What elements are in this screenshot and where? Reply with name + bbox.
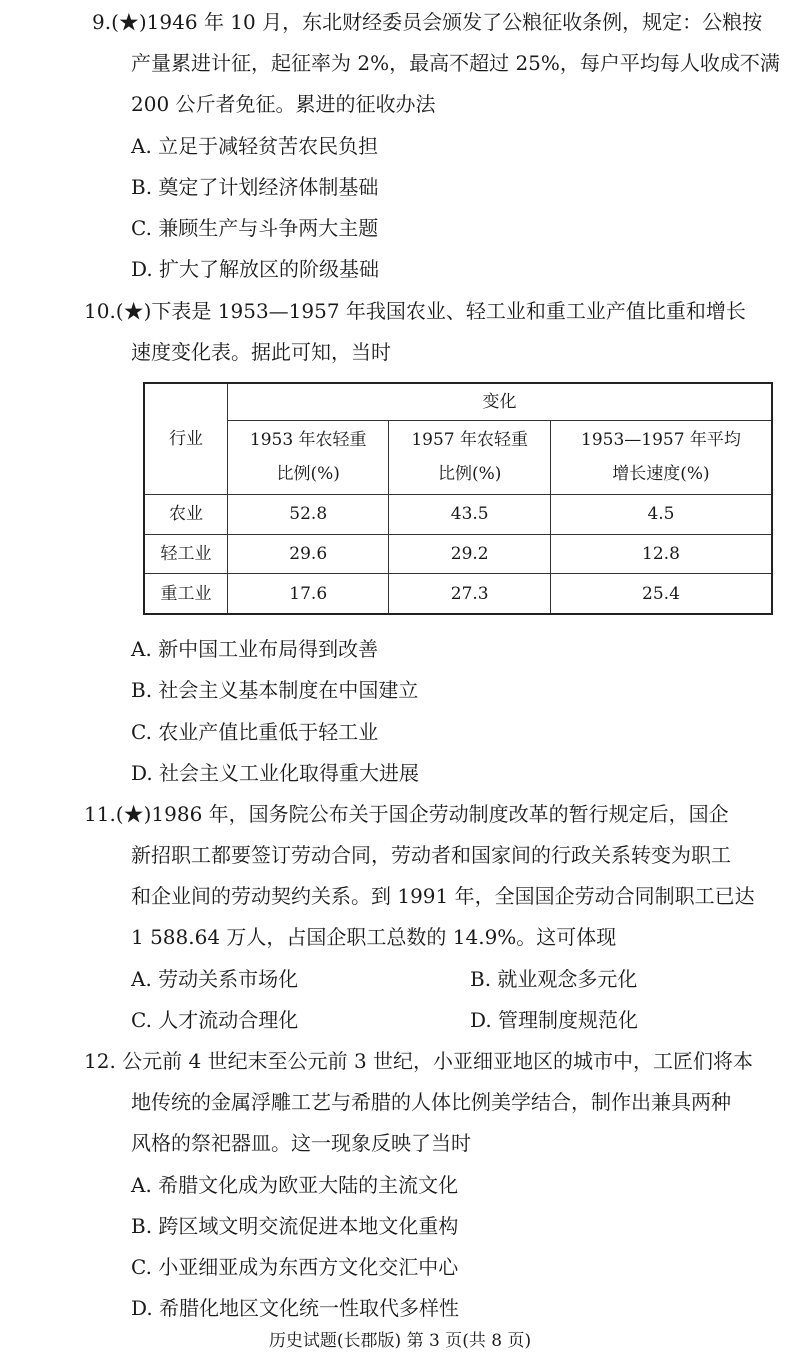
q12-option-d: D. 希腊化地区文化统一性取代多样性 (131, 1296, 460, 1320)
table-cell: 29.2 (389, 534, 550, 574)
table-row (144, 574, 772, 614)
q10-option-b: B. 社会主义基本制度在中国建立 (131, 678, 419, 702)
table-col-1953 (228, 421, 389, 495)
q11-option-d: D. 管理制度规范化 (470, 1008, 639, 1032)
q9-line-2: 产量累进计征，起征率为 2%，最高不超过 25%，每户平均每人收成不满 (131, 51, 780, 75)
table-cell: 25.4 (550, 574, 772, 614)
table-col-growth-line2: 增长速度(%) (612, 464, 710, 485)
q9-option-a: A. 立足于减轻贫苦农民负担 (131, 134, 379, 158)
table-cell: 27.3 (389, 574, 550, 614)
table-row (144, 494, 772, 534)
q11-line-4: 1 588.64 万人，占国企职工总数的 14.9%。这可体现 (131, 925, 617, 949)
q11-option-c: C. 人才流动合理化 (131, 1008, 299, 1032)
table-header-change: 变化 (228, 383, 773, 421)
table-cell: 4.5 (550, 494, 772, 534)
table-cell: 52.8 (228, 494, 389, 534)
table-row-industry: 轻工业 (144, 534, 228, 574)
q9-option-d: D. 扩大了解放区的阶级基础 (131, 257, 380, 281)
q12-option-c: C. 小亚细亚成为东西方文化交汇中心 (131, 1255, 459, 1279)
q11-line-3: 和企业间的劳动契约关系。到 1991 年，全国国企劳动合同制职工已达 (131, 884, 755, 908)
q12-line-2: 地传统的金属浮雕工艺与希腊的人体比例美学结合，制作出兼具两种 (131, 1090, 731, 1114)
table-col-1957 (389, 421, 550, 495)
table-header-industry: 行业 (144, 383, 228, 494)
q10-option-c: C. 农业产值比重低于轻工业 (131, 720, 379, 744)
q10-line-2: 速度变化表。据此可知，当时 (131, 340, 391, 364)
table-col-growth-line1: 1953—1957 年平均 (581, 430, 741, 451)
table-col-1953-line2: 比例(%) (276, 464, 340, 485)
table-cell: 29.6 (228, 534, 389, 574)
table-row (144, 534, 772, 574)
q11-option-a: A. 劳动关系市场化 (131, 967, 299, 991)
q9-option-c: C. 兼顾生产与斗争两大主题 (131, 216, 379, 240)
table-col-growth (550, 421, 772, 495)
q10-line-1: 10.(★)下表是 1953—1957 年我国农业、轻工业和重工业产值比重和增长 (84, 299, 746, 323)
table-cell: 17.6 (228, 574, 389, 614)
q10-option-a: A. 新中国工业布局得到改善 (131, 637, 379, 661)
table-col-1953-line1: 1953 年农轻重 (249, 430, 367, 451)
q12-line-3: 风格的祭祀器皿。这一现象反映了当时 (131, 1131, 471, 1155)
q9-line-1: 9.(★)1946 年 10 月，东北财经委员会颁发了公粮征收条例，规定：公粮按 (92, 10, 763, 34)
q12-line-1: 12. 公元前 4 世纪末至公元前 3 世纪，小亚细亚地区的城市中，工匠们将本 (84, 1049, 754, 1073)
table-col-1957-line1: 1957 年农轻重 (411, 430, 529, 451)
q9-line-3: 200 公斤者免征。累进的征收办法 (131, 92, 436, 116)
page-footer: 历史试题(长郡版) 第 3 页(共 8 页) (268, 1331, 532, 1351)
q10-option-d: D. 社会主义工业化取得重大进展 (131, 761, 420, 785)
table-cell: 12.8 (550, 534, 772, 574)
table-col-1957-line2: 比例(%) (437, 464, 502, 485)
q12-option-a: A. 希腊文化成为欧亚大陆的主流文化 (131, 1173, 459, 1197)
q12-option-b: B. 跨区域文明交流促进本地文化重构 (131, 1214, 459, 1238)
table-row-industry: 重工业 (144, 574, 228, 614)
table-row-industry: 农业 (144, 494, 228, 534)
industry-table (143, 382, 773, 615)
q9-option-b: B. 奠定了计划经济体制基础 (131, 175, 379, 199)
table-cell: 43.5 (389, 494, 550, 534)
q11-line-1: 11.(★)1986 年，国务院公布关于国企劳动制度改革的暂行规定后，国企 (84, 802, 729, 826)
q11-option-b: B. 就业观念多元化 (470, 967, 638, 991)
q11-line-2: 新招职工都要签订劳动合同，劳动者和国家间的行政关系转变为职工 (131, 843, 731, 867)
